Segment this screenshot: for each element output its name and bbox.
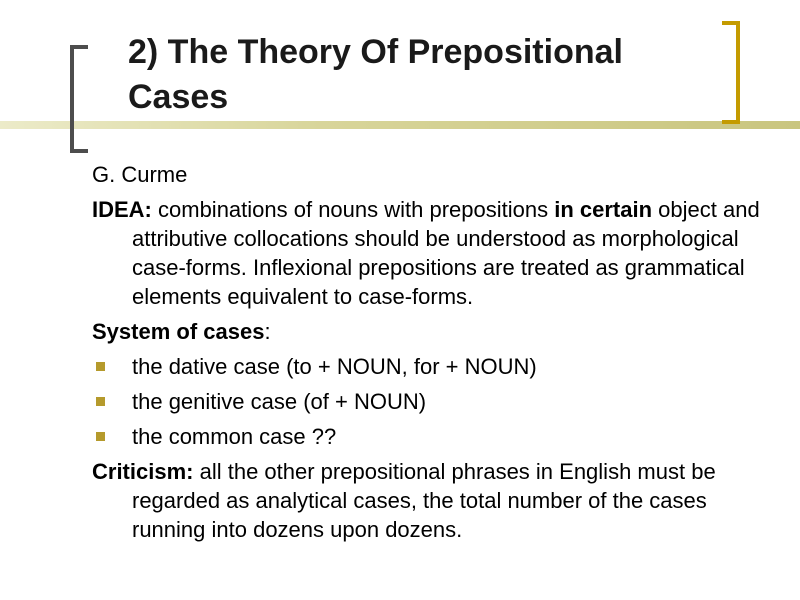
left-bracket-decoration <box>70 45 88 153</box>
idea-text-start: combinations of nouns with prepositions <box>151 197 555 222</box>
system-label: System of cases <box>92 319 265 344</box>
square-bullet-icon <box>96 432 105 441</box>
idea-text-end: object and attributive collocations should be understood as morphological case-forms. Inflexional prepositions are treated as grammatical elements equivalent to case-forms. <box>132 197 760 309</box>
criticism-label: Criticism: <box>92 459 194 484</box>
list-item <box>92 387 762 416</box>
author-line: G. Curme <box>92 162 188 187</box>
list-item <box>92 352 762 381</box>
idea-emphasis: in certain <box>554 197 653 222</box>
title-underline-bar <box>0 121 800 129</box>
system-heading <box>92 317 762 346</box>
cases-list <box>92 352 762 451</box>
criticism-paragraph <box>92 457 762 544</box>
slide-title: 2) The Theory Of Prepositional Cases <box>128 33 623 116</box>
square-bullet-icon <box>96 362 105 371</box>
idea-label: IDEA: <box>92 197 152 222</box>
system-suffix: : <box>264 319 271 344</box>
list-item <box>92 422 762 451</box>
idea-paragraph <box>92 195 762 311</box>
list-item-text: the dative case (to + NOUN, for + NOUN) <box>132 354 537 379</box>
list-item-text: the common case ?? <box>132 424 337 449</box>
slide-body <box>92 160 762 550</box>
list-item-text: the genitive case (of + NOUN) <box>132 389 427 414</box>
criticism-text: all the other prepositional phrases in English must be regarded as analytical cases, the total number of the cases running into dozens upon dozens. <box>132 459 716 542</box>
square-bullet-icon <box>96 397 105 406</box>
